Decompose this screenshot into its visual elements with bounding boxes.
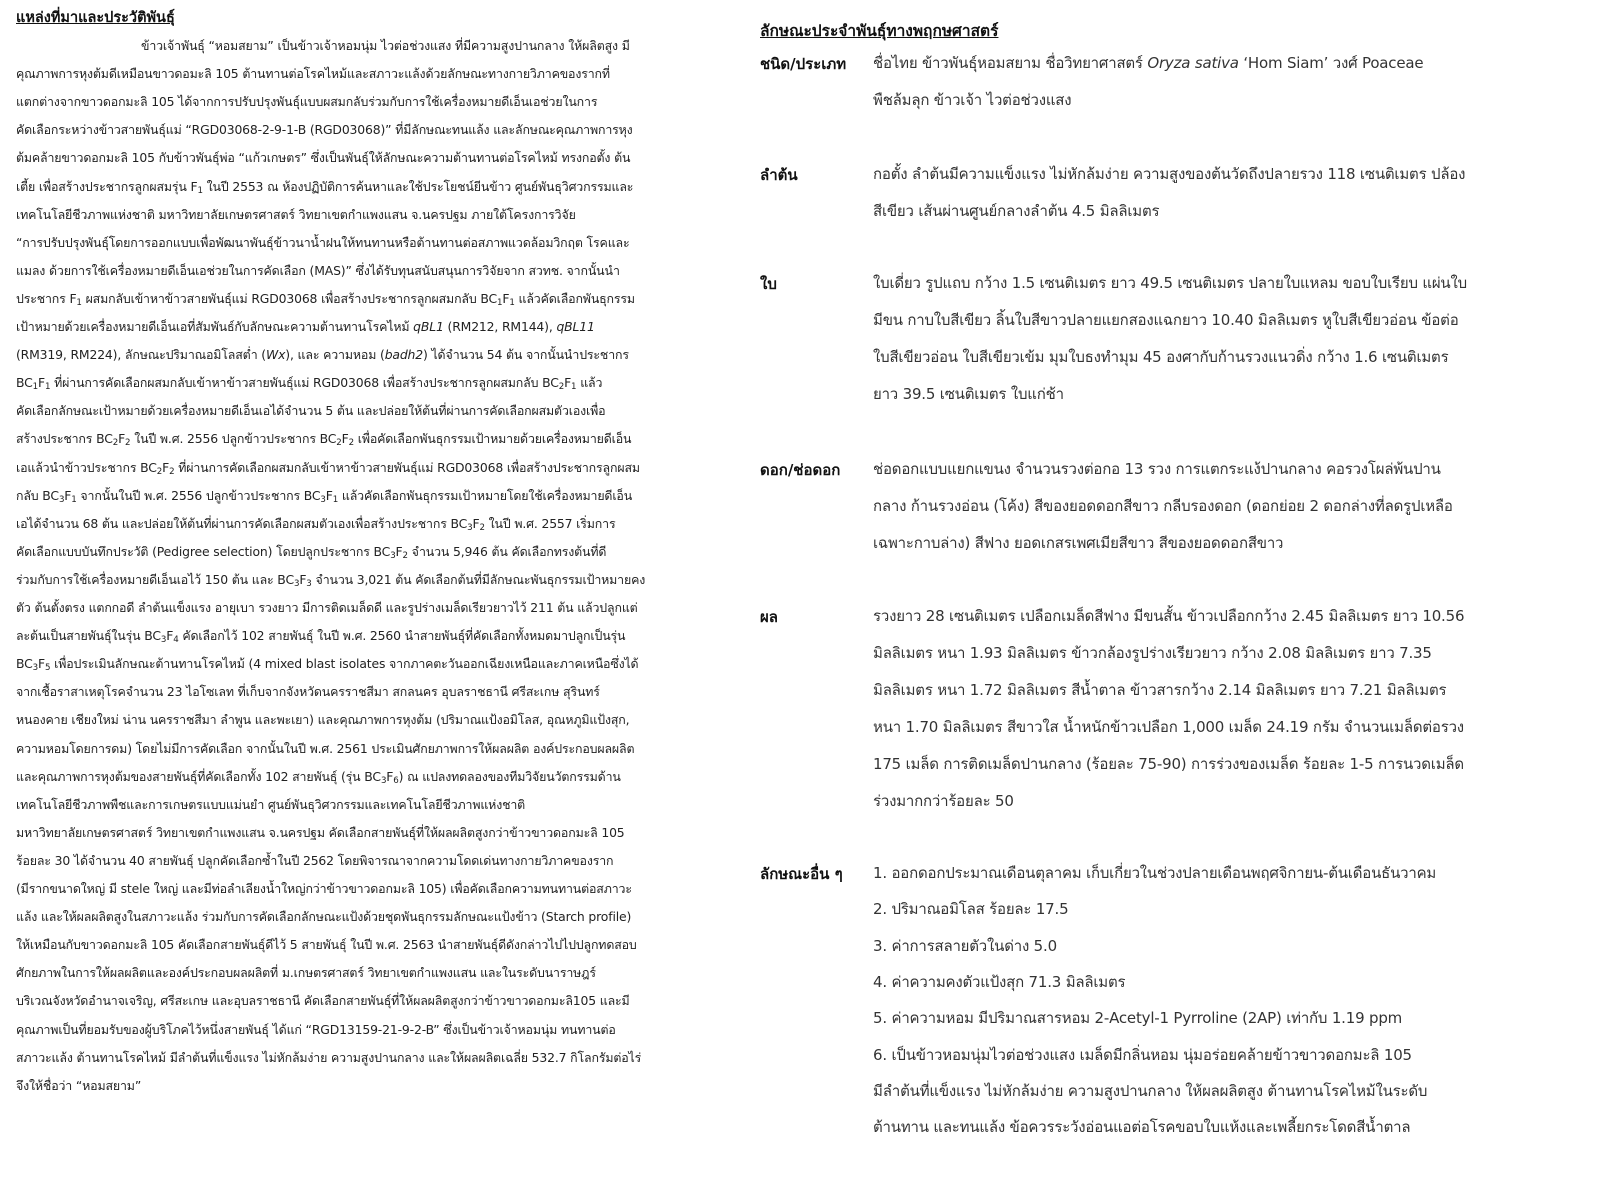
history-line: จากเชื้อราสาเหตุโรคจำนวน 23 ไอโซเลท ที่เก็บจากจังหวัดนครราชสีมา สกลนคร อุบลราชธานี ศรีสะเกษ สุรินทร์ xyxy=(16,684,600,700)
section-label: ลำต้น xyxy=(760,166,798,184)
history-line: ให้เหมือนกับขาวดอกมะลิ 105 คัดเลือกสายพันธุ์ดีไว้ 5 สายพันธุ์ ในปี พ.ศ. 2563 นำสายพันธุ์ดีดังกล่าวไปไปปลูกทดสอบ xyxy=(16,937,637,953)
history-line: ละต้นเป็นสายพันธุ์ในรุ่น $BC_3F_4$ คัดเลือกไว้ 102 สายพันธุ์ ในปี พ.ศ. 2560 นำสายพันธุ์ที่คัดเลือกทั้งหมดมาปลูกเป็นรุ่น xyxy=(16,628,626,646)
section-line: สีเขียว เส้นผ่านศูนย์กลางลำต้น 4.5 มิลลิเมตร xyxy=(873,202,1160,220)
history-line: ตัว ต้นตั้งตรง แตกกอดี ลำต้นแข็งแรง อายุเบา รวงยาว มีการติดเมล็ดดี และรูปร่างเมล็ดเรียวยาวไว้ 211 ต้น แล้วปลูกแต่ xyxy=(16,600,638,615)
botany-heading: ลักษณะประจำพันธุ์ทางพฤกษศาสตร์ xyxy=(760,22,999,40)
history-line: ข้าวเจ้าพันธุ์ “หอมสยาม” เป็นข้าวเจ้าหอมนุ่ม ไวต่อช่วงแสง ที่มีความสูงปานกลาง ให้ผลิตสูง มี xyxy=(141,38,630,53)
section-line: ใบสีเขียวอ่อน ใบสีเขียวเข้ม มุมใบธงทำมุม 45 องศากับก้านรวงแนวดิ่ง กว้าง 1.6 เซนติเมตร xyxy=(873,348,1449,366)
section-line: ช่อดอกแบบแยกแขนง จำนวนรวงต่อกอ 13 รวง การแตกระแง้ปานกลาง คอรวงโผล่พ้นปาน xyxy=(873,460,1441,478)
history-line: มหาวิทยาลัยเกษตรศาสตร์ วิทยาเขตกำแพงแสน จ.นครปฐม คัดเลือกสายพันธุ์ที่ให้ผลผลิตสูงกว่าข้าวขาวดอกมะลิ 105 xyxy=(16,824,625,840)
section-label: ลักษณะอื่น ๆ xyxy=(760,865,843,883)
section-label: ชนิด/ประเภท xyxy=(760,55,847,73)
history-line: แล้ง และให้ผลผลิตสูงในสภาวะแล้ง ร่วมกับการคัดเลือกลักษณะแป้งด้วยชุดพันธุกรรมลักษณะแป้งข้าว (Starch profile) xyxy=(16,909,632,925)
section-line: เฉพาะกาบล่าง) สีฟาง ยอดเกสรเพศเมียสีขาว สีของยอดดอกสีขาว xyxy=(873,534,1284,552)
history-heading: แหล่งที่มาและประวัติพันธุ์ xyxy=(16,10,175,26)
history-line: คัดเลือกแบบบันทึกประวัติ (Pedigree selection) โดยปลูกประชากร $BC_3F_2$ จำนวน 5,946 ต้น คัดเลือกทรงต้นที่ดี xyxy=(16,543,607,561)
section-line: 5. ค่าความหอม มีปริมาณสารหอม 2-Acetyl-1 Pyrroline (2AP) เท่ากับ 1.19 ppm xyxy=(873,1009,1403,1028)
section-line: มีขน กาบใบสีเขียว ลิ้นใบสีขาวปลายแยกสองแฉกยาว 10.40 มิลลิเมตร หูใบสีเขียวอ่อน ข้อต่อ xyxy=(873,311,1459,329)
section-line: พืชล้มลุก ข้าวเจ้า ไวต่อช่วงแสง xyxy=(873,91,1072,109)
history-line: เอแล้วนำข้าวประชากร $BC_2F_2$ ที่ผ่านการคัดเลือกผสมกลับเข้าหาข้าวสายพันธุ์แม่ RGD03068 เพื่อสร้างประชากรลูกผสม xyxy=(16,459,640,477)
history-line: จึงให้ชื่อว่า “หอมสยาม” xyxy=(16,1077,142,1093)
section-line: 3. ค่าการสลายตัวในด่าง 5.0 xyxy=(873,936,1057,955)
history-line: “การปรับปรุงพันธุ์โดยการออกแบบเพื่อพัฒนาพันธุ์ข้าวนาน้ำฝนให้ทนทานหรือต้านทานต่อสภาพแวดล้อมวิกฤต โรคและ xyxy=(16,234,630,250)
history-line: เทคโนโลยีชีวภาพพืชและการเกษตรแบบแม่นยำ ศูนย์พันธุวิศวกรรมและเทคโนโลยีชีวภาพแห่งชาติ xyxy=(16,796,526,812)
history-line: เอได้จำนวน 68 ต้น และปล่อยให้ต้นที่ผ่านการคัดเลือกผสมตัวเองเพื่อสร้างประชากร $BC_3F_2$ ในปี พ.ศ. 2557 เริ่มการ xyxy=(16,515,616,533)
history-line: คุณภาพเป็นที่ยอมรับของผู้บริโภคไว้หนึ่งสายพันธุ์ ได้แก่ “RGD13159-21-9-2-B” ซึ่งเป็นข้าวเจ้าหอมนุ่ม ทนทานต่อ xyxy=(16,1021,616,1037)
section-line: ใบเดี่ยว รูปแถบ กว้าง 1.5 เซนติเมตร ยาว 49.5 เซนติเมตร ปลายใบแหลม ขอบใบเรียบ แผ่นใบ xyxy=(873,274,1467,292)
history-line: เทคโนโลยีชีวภาพแห่งชาติ มหาวิทยาลัยเกษตรศาสตร์ วิทยาเขตกำแพงแสน จ.นครปฐม ภายใต้โครงการวิจัย xyxy=(16,206,576,222)
section-line: รวงยาว 28 เซนติเมตร เปลือกเมล็ดสีฟาง มีขนสั้น ข้าวเปลือกกว้าง 2.45 มิลลิเมตร ยาว 10.56 xyxy=(873,607,1465,625)
history-line: คัดเลือกลักษณะเป้าหมายด้วยเครื่องหมายดีเอ็นเอได้จำนวน 5 ต้น และปล่อยให้ต้นที่ผ่านการคัดเลือกผสมตัวเองเพื่อ xyxy=(16,403,606,419)
history-line: เตี้ย เพื่อสร้างประชากรลูกผสมรุ่น $F_1$ ในปี 2553 ณ ห้องปฏิบัติการค้นหาและใช้ประโยชน์ยีนข้าว ศูนย์พันธุวิศวกรรมและ xyxy=(16,178,634,196)
history-line: ความหอมโดยการดม) โดยไม่มีการคัดเลือก จากนั้นในปี พ.ศ. 2561 ประเมินศักยภาพการให้ผลผลิต องค์ประกอบผลผลิต xyxy=(16,740,635,756)
history-line: $BC_3F_5$ เพื่อประเมินลักษณะต้านทานโรคไหม้ (4 mixed blast isolates จากภาคตะวันออกเฉียงเหนือและภาคเหนือซึ่งได้ xyxy=(16,656,639,674)
history-line: กลับ $BC_3F_1$ จากนั้นในปี พ.ศ. 2556 ปลูกข้าวประชากร $BC_3F_1$ แล้วคัดเลือกพันธุกรรมเป้าหมายโดยใช้เครื่องหมายดีเอ็น xyxy=(16,487,633,505)
history-line: แมลง ด้วยการใช้เครื่องหมายดีเอ็นเอช่วยในการคัดเลือก (MAS)” ซึ่งได้รับทุนสนับสนุนการวิจัยจาก สวทช. จากนั้นนำ xyxy=(16,262,620,278)
section-line: ร่วงมากกว่าร้อยละ 50 xyxy=(873,792,1014,810)
section-line: มิลลิเมตร หนา 1.93 มิลลิเมตร ข้าวกล้องรูปร่างเรียวยาว กว้าง 2.08 มิลลิเมตร ยาว 7.35 xyxy=(873,644,1432,662)
history-line: แตกต่างจากขาวดอกมะลิ 105 ได้จากการปรับปรุงพันธุ์แบบผสมกลับร่วมกับการใช้เครื่องหมายดีเอ็นเอช่วยในการ xyxy=(16,94,598,110)
history-line: (มีรากขนาดใหญ่ มี stele ใหญ่ และมีท่อลำเลียงน้ำใหญ่กว่าข้าวขาวดอกมะลิ 105) เพื่อคัดเลือกความทนทานต่อสภาวะ xyxy=(16,881,632,896)
section-line: 175 เมล็ด การติดเมล็ดปานกลาง (ร้อยละ 75-90) การร่วงของเมล็ด ร้อยละ 1-5 การนวดเมล็ด xyxy=(873,755,1464,773)
history-line: บริเวณจังหวัดอำนาจเจริญ, ศรีสะเกษ และอุบลราชธานี คัดเลือกสายพันธุ์ที่ให้ผลผลิตสูงกว่าข้าวขาวดอกมะลิ105 และมี xyxy=(16,993,630,1009)
history-line: หนองคาย เชียงใหม่ น่าน นครราชสีมา ลำพูน และพะเยา) และคุณภาพการหุงต้ม (ปริมาณแป้งอมิโลส, อุณหภูมิแป้งสุก, xyxy=(16,712,630,728)
section-line: 1. ออกดอกประมาณเดือนตุลาคม เก็บเกี่ยวในช่วงปลายเดือนพฤศจิกายน-ต้นเดือนธันวาคม xyxy=(873,864,1437,882)
history-line: ร่วมกับการใช้เครื่องหมายดีเอ็นเอไว้ 150 ต้น และ $BC_3F_3$ จำนวน 3,021 ต้น คัดเลือกต้นที่มีลักษณะพันธุกรรมเป้าหมายคง xyxy=(16,571,646,589)
history-line: สภาวะแล้ง ต้านทานโรคไหม้ มีลำต้นที่แข็งแรง ไม่หักล้มง่าย ความสูงปานกลาง และให้ผลผลิตเฉลี่ย 532.7 กิโลกรัมต่อไร่ xyxy=(16,1049,642,1065)
history-line: ประชากร $F_1$ ผสมกลับเข้าหาข้าวสายพันธุ์แม่ RGD03068 เพื่อสร้างประชากรลูกผสมกลับ $BC_1F_1$ แล้วคัดเลือกพันธุกรรม xyxy=(16,290,635,308)
section-line: กอตั้ง ลำต้นมีความแข็งแรง ไม่หักล้มง่าย ความสูงของต้นวัดถึงปลายรวง 118 เซนติเมตร ปล้อง xyxy=(873,165,1466,183)
history-line: และคุณภาพการหุงต้มของสายพันธุ์ที่คัดเลือกทั้ง 102 สายพันธุ์ (รุ่น $BC_3F_6$) ณ แปลงทดลองของทีมวิจัยนวัตกรรมด้าน xyxy=(16,768,621,786)
section-line: 6. เป็นข้าวหอมนุ่มไวต่อช่วงแสง เมล็ดมีกลิ่นหอม นุ่มอร่อยคล้ายข้าวขาวดอกมะลิ 105 xyxy=(873,1045,1412,1064)
section-label: ใบ xyxy=(760,275,777,293)
history-line: คัดเลือกระหว่างข้าวสายพันธุ์แม่ “RGD03068-2-9-1-B (RGD03068)” ที่มีลักษณะทนแล้ง และลักษณะคุณภาพการหุง xyxy=(16,122,633,138)
section-line: 4. ค่าความคงตัวแป้งสุก 71.3 มิลลิเมตร xyxy=(873,972,1126,991)
history-line: (RM319, RM224), ลักษณะปริมาณอมิโลสต่ำ (Wx), และ ความหอม (badh2) ได้จำนวน 54 ต้น จากนั้นนำประชากร xyxy=(16,347,629,363)
section-line: ยาว 39.5 เซนติเมตร ใบแก่ช้า xyxy=(873,385,1064,403)
history-line: $BC_1F_1$ ที่ผ่านการคัดเลือกผสมกลับเข้าหาข้าวสายพันธุ์แม่ RGD03068 เพื่อสร้างประชากรลูกผสมกลับ $BC_2F_1$ แล้ว xyxy=(16,375,603,393)
section-line: กลาง ก้านรวงอ่อน (โค้ง) สีของยอดดอกสีขาว กลีบรองดอก (ดอกย่อย 2 ดอกล่างที่ลดรูปเหลือ xyxy=(873,497,1453,515)
history-line: สร้างประชากร $BC_2F_2$ ในปี พ.ศ. 2556 ปลูกข้าวประชากร $BC_2F_2$ เพื่อคัดเลือกพันธุกรรมเป้าหมายด้วยเครื่องหมายดีเอ็น xyxy=(16,431,632,449)
section-line: ชื่อไทย ข้าวพันธุ์หอมสยาม ชื่อวิทยาศาสตร์ Oryza sativa ‘Hom Siam’ วงศ์ Poaceae xyxy=(873,54,1424,72)
section-line: 2. ปริมาณอมิโลส ร้อยละ 17.5 xyxy=(873,900,1069,919)
section-label: ผล xyxy=(760,608,778,626)
history-line: ร้อยละ 30 ได้จำนวน 40 สายพันธุ์ ปลูกคัดเลือกซ้ำในปี 2562 โดยพิจารณาจากความโดดเด่นทางกายวิภาคของราก xyxy=(16,852,614,868)
history-line: เป้าหมายด้วยเครื่องหมายดีเอ็นเอที่สัมพันธ์กับลักษณะความต้านทานโรคไหม้ qBL1 (RM212, RM144), qBL11 xyxy=(16,319,595,334)
section-line: มิลลิเมตร หนา 1.72 มิลลิเมตร สีน้ำตาล ข้าวสารกว้าง 2.14 มิลลิเมตร ยาว 7.21 มิลลิเมตร xyxy=(873,681,1447,699)
section-line: หนา 1.70 มิลลิเมตร สีขาวใส น้ำหนักข้าวเปลือก 1,000 เมล็ด 24.19 กรัม จำนวนเมล็ดต่อรวง xyxy=(873,718,1464,736)
history-line: ศักยภาพในการให้ผลผลิตและองค์ประกอบผลผลิตที่ ม.เกษตรศาสตร์ วิทยาเขตกำแพงแสน และในระดับนาราษฎร์ xyxy=(16,965,596,981)
history-line: ต้มคล้ายขาวดอกมะลิ 105 กับข้าวพันธุ์พ่อ “แก้วเกษตร” ซึ่งเป็นพันธุ์ให้ลักษณะความต้านทานต่อโรคไหม้ ทรงกอตั้ง ต้น xyxy=(16,150,631,166)
section-line: มีลำต้นที่แข็งแรง ไม่หักล้มง่าย ความสูงปานกลาง ให้ผลผลิตสูง ต้านทานโรคไหม้ในระดับ xyxy=(873,1081,1428,1100)
section-label: ดอก/ช่อดอก xyxy=(760,461,841,479)
section-line: ต้านทาน และทนแล้ง ข้อควรระวังอ่อนแอต่อโรคขอบใบแห้งและเพลี้ยกระโดดสีน้ำตาล xyxy=(873,1118,1411,1137)
history-line: คุณภาพการหุงต้มดีเหมือนขาวดอมะลิ 105 ต้านทานต่อโรคไหม้และสภาวะแล้งด้วยลักษณะทางกายวิภาคของรากที่ xyxy=(16,66,610,82)
